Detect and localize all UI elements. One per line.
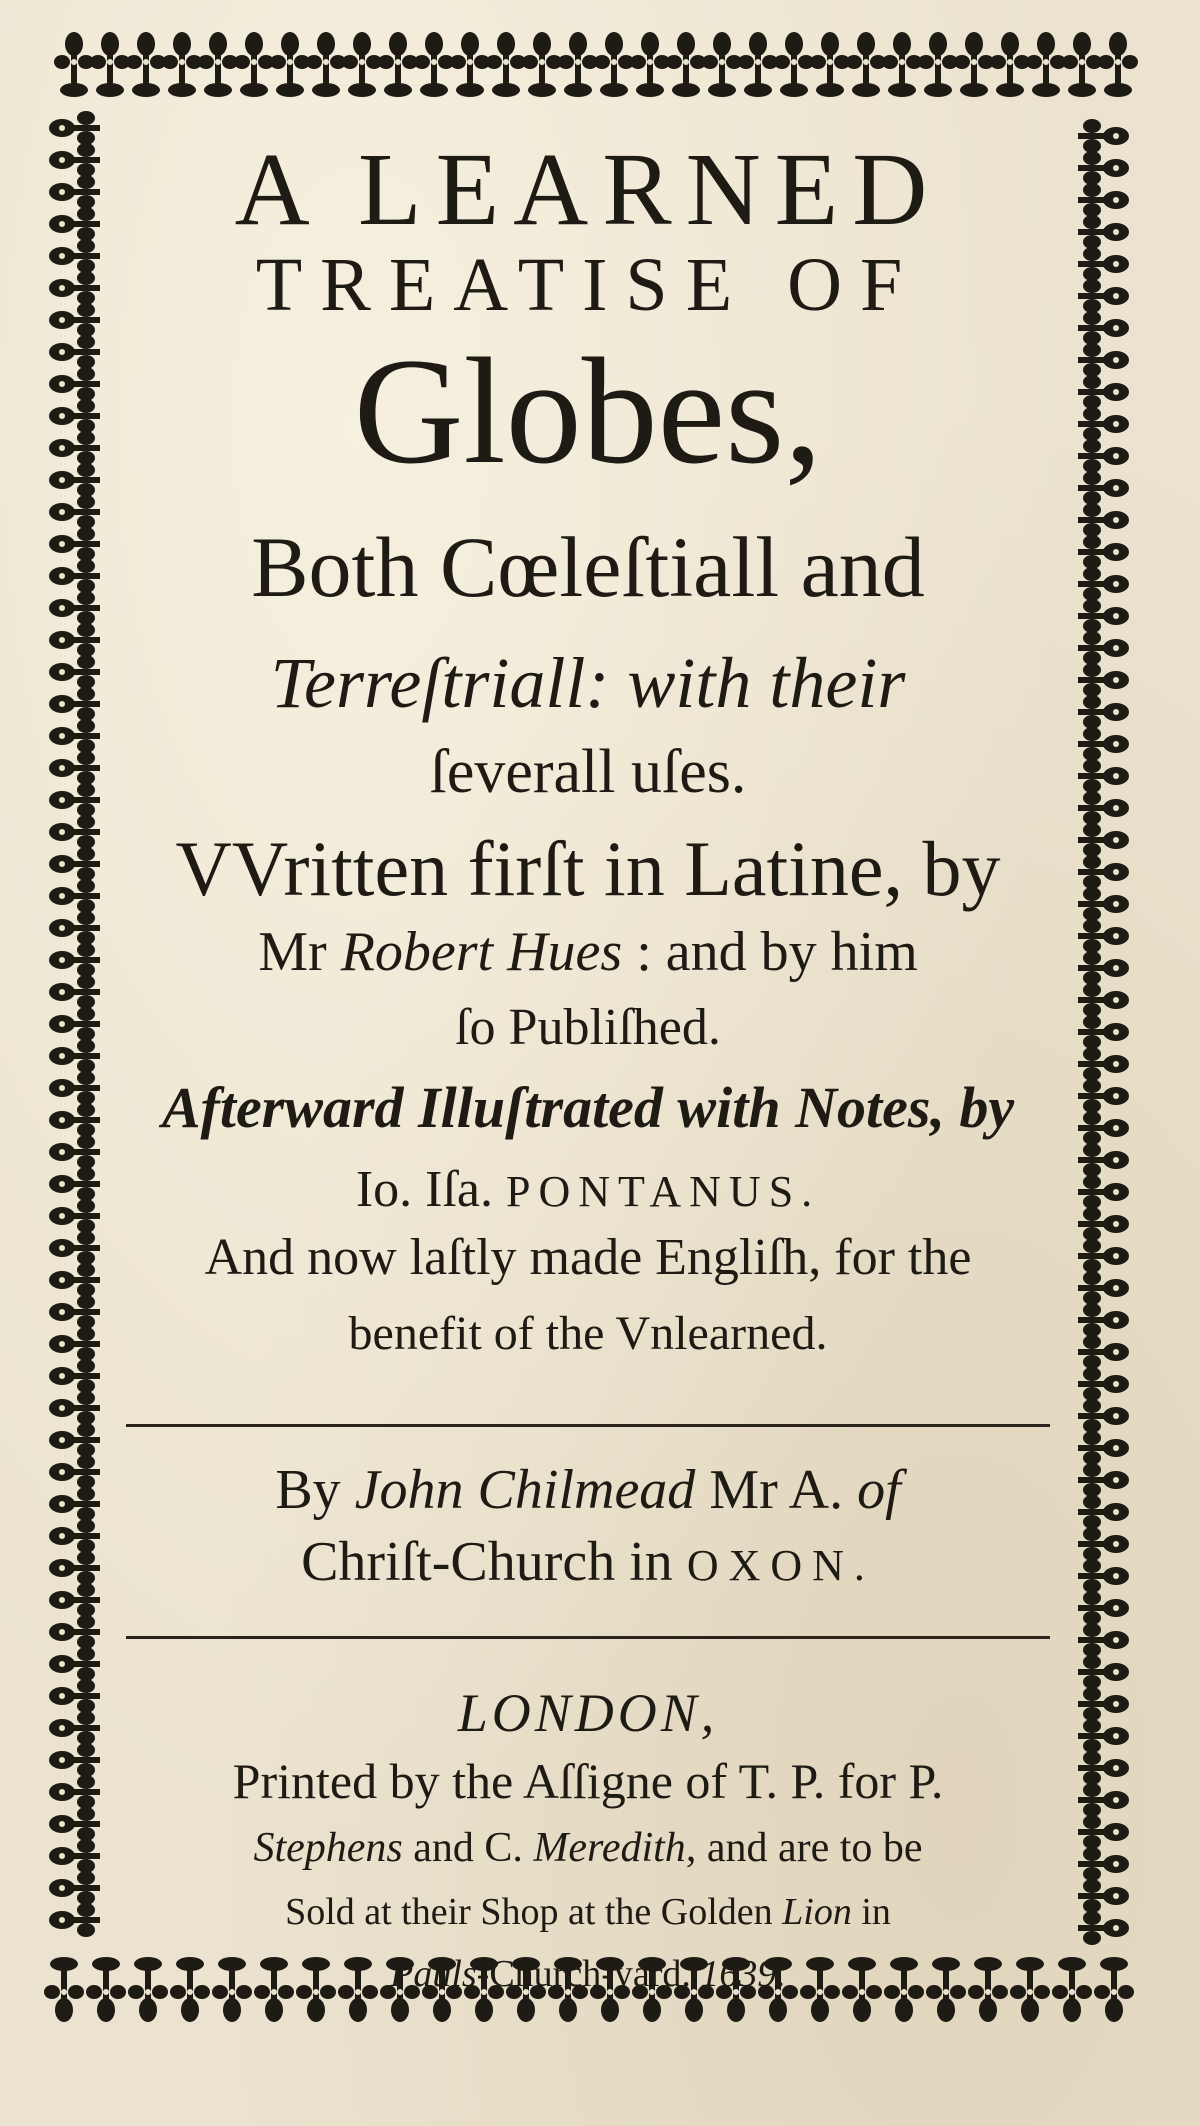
fleuron-ornament xyxy=(49,1647,100,1681)
title-line-terrestriall: Terreſtriall: with their xyxy=(270,643,906,723)
ornamental-border-left xyxy=(38,110,116,1950)
fleuron-ornament xyxy=(49,527,100,561)
fleuron-ornament xyxy=(1078,343,1129,377)
fleuron-ornament xyxy=(49,1551,100,1585)
imprint-line-shop xyxy=(118,1890,1058,1934)
name-robert-hues: Robert Hues xyxy=(340,921,623,983)
imprint-city: LONDON, xyxy=(457,1683,719,1743)
fleuron-ornament xyxy=(1078,1079,1129,1113)
fleuron-ornament xyxy=(49,463,100,497)
fleuron-ornament xyxy=(49,1615,100,1649)
fleuron-ornament xyxy=(49,1903,100,1937)
fleuron-ornament xyxy=(1078,887,1129,921)
fleuron-ornament xyxy=(49,975,100,1009)
author-line xyxy=(118,1458,1058,1522)
fleuron-ornament xyxy=(49,719,100,753)
author-by: By xyxy=(275,1459,341,1521)
fleuron-ornament xyxy=(49,1455,100,1489)
fleuron-ornament xyxy=(1078,1047,1129,1081)
fleuron-column-left xyxy=(38,110,116,1950)
author-college-line xyxy=(118,1530,1058,1594)
fleuron-ornament xyxy=(1078,247,1129,281)
fleuron-ornament xyxy=(49,623,100,657)
fleuron-ornament xyxy=(49,1423,100,1457)
fleuron-ornament xyxy=(1078,375,1129,409)
imprint-line-printed: Printed by the Aſſigne of T. P. for P. xyxy=(232,1753,944,1809)
fleuron-ornament xyxy=(49,495,100,529)
fleuron-ornament xyxy=(1078,663,1129,697)
fleuron-ornament xyxy=(1078,567,1129,601)
title-line-unlearned: benefit of the Vnlearned. xyxy=(348,1307,828,1360)
title-text-block xyxy=(118,112,1058,1995)
fleuron-ornament xyxy=(1078,1527,1129,1561)
fleuron-ornament xyxy=(1078,439,1129,473)
fleuron-ornament xyxy=(49,655,100,689)
fleuron-ornament xyxy=(1078,759,1129,793)
fleuron-ornament xyxy=(49,1871,100,1905)
fleuron-ornament xyxy=(1078,823,1129,857)
fleuron-ornament xyxy=(1078,1463,1129,1497)
imprint-line-churchyard xyxy=(118,1952,1058,1996)
honorific-mr: Mr xyxy=(258,921,327,983)
fleuron-ornament xyxy=(49,1039,100,1073)
fleuron-ornament xyxy=(1078,919,1129,953)
sold-at-shop: Sold at their Shop at the Golden xyxy=(285,1891,773,1933)
fleuron-ornament xyxy=(49,687,100,721)
fleuron-ornament xyxy=(1078,1751,1129,1785)
fleuron-ornament xyxy=(49,175,100,209)
io-isa: Io. Iſa. xyxy=(355,1161,493,1218)
fleuron-ornament xyxy=(1078,1303,1129,1337)
fleuron-ornament xyxy=(49,143,100,177)
fleuron-ornament xyxy=(49,847,100,881)
fleuron-ornament xyxy=(1078,1367,1129,1401)
fleuron-ornament xyxy=(1078,1271,1129,1305)
title-line-so-published: ſo Publiſhed. xyxy=(455,999,721,1056)
fleuron-ornament xyxy=(49,1743,100,1777)
publisher-meredith: Meredith xyxy=(533,1825,686,1871)
fleuron-ornament xyxy=(49,1071,100,1105)
fleuron-ornament xyxy=(49,1007,100,1041)
and-by-him: : and by him xyxy=(636,921,918,983)
are-to-be: , and are to be xyxy=(685,1825,923,1871)
fleuron-ornament xyxy=(1078,1591,1129,1625)
horizontal-rule-lower xyxy=(126,1636,1050,1639)
fleuron-ornament xyxy=(49,431,100,465)
author-degree: Mr A. xyxy=(709,1459,844,1521)
title-line-pontanus xyxy=(118,1160,1058,1219)
fleuron-ornament xyxy=(49,911,100,945)
title-line-robert-hues xyxy=(118,920,1058,984)
fleuron-ornament xyxy=(49,1231,100,1265)
fleuron-ornament xyxy=(1078,1623,1129,1657)
fleuron-ornament xyxy=(1078,1911,1129,1945)
pauls: Pauls xyxy=(390,1953,477,1995)
fleuron-ornament xyxy=(1078,1559,1129,1593)
title-line-a-learned: A LEARNED xyxy=(234,132,942,247)
fleuron-ornament xyxy=(1078,1111,1129,1145)
author-of: of xyxy=(857,1459,901,1521)
fleuron-ornament xyxy=(1078,727,1129,761)
title-line-afterward-illustrated: Afterward Illuſtrated with Notes, by xyxy=(161,1075,1015,1140)
author-college: Chriſt-Church in xyxy=(301,1531,673,1593)
fleuron-ornament xyxy=(1078,1655,1129,1689)
title-line-made-english: And now laſtly made Engliſh, for the xyxy=(204,1229,972,1286)
fleuron-ornament xyxy=(1078,1719,1129,1753)
fleuron-ornament xyxy=(49,1327,100,1361)
fleuron-ornament xyxy=(49,879,100,913)
fleuron-ornament xyxy=(1078,951,1129,985)
fleuron-ornament xyxy=(1078,1015,1129,1049)
fleuron-ornament xyxy=(1078,855,1129,889)
fleuron-ornament xyxy=(49,1839,100,1873)
pontanus: PONTANUS. xyxy=(506,1167,821,1216)
publisher-stephens: Stephens xyxy=(253,1825,403,1871)
fleuron-ornament xyxy=(49,1519,100,1553)
fleuron-ornament xyxy=(1078,503,1129,537)
fleuron-ornament xyxy=(49,1135,100,1169)
fleuron-ornament xyxy=(49,207,100,241)
fleuron-ornament xyxy=(1078,1239,1129,1273)
fleuron-ornament xyxy=(1078,1431,1129,1465)
ornamental-border-top xyxy=(50,20,1142,112)
fleuron-ornament xyxy=(49,1711,100,1745)
fleuron-ornament xyxy=(1078,311,1129,345)
fleuron-ornament xyxy=(49,1487,100,1521)
fleuron-ornament xyxy=(49,1167,100,1201)
author-place: OXON. xyxy=(686,1541,875,1590)
fleuron-ornament xyxy=(1078,471,1129,505)
fleuron-ornament xyxy=(1078,407,1129,441)
fleuron-ornament xyxy=(1078,535,1129,569)
fleuron-row-top xyxy=(50,20,1142,112)
fleuron-ornament xyxy=(49,271,100,305)
fleuron-ornament xyxy=(1078,1847,1129,1881)
fleuron-ornament xyxy=(49,559,100,593)
in-word: in xyxy=(861,1891,891,1933)
fleuron-ornament xyxy=(1078,631,1129,665)
fleuron-ornament xyxy=(49,367,100,401)
title-line-both-coelestiall: Both Cœleſtiall and xyxy=(251,519,925,615)
title-line-severall-uses: ſeverall uſes. xyxy=(429,738,747,806)
title-line-written-first: VVritten firſt in Latine, by xyxy=(175,825,1001,912)
fleuron-ornament xyxy=(1078,151,1129,185)
fleuron-ornament xyxy=(49,783,100,817)
fleuron-ornament xyxy=(1078,1143,1129,1177)
fleuron-ornament xyxy=(1078,1335,1129,1369)
fleuron-ornament xyxy=(1078,1207,1129,1241)
and-c: and C. xyxy=(413,1825,523,1871)
fleuron-ornament xyxy=(49,111,100,145)
title-line-treatise-of: TREATISE OF xyxy=(255,243,921,327)
fleuron-ornament xyxy=(1078,1495,1129,1529)
fleuron-ornament xyxy=(49,1775,100,1809)
fleuron-ornament xyxy=(1078,279,1129,313)
fleuron-ornament xyxy=(1078,1815,1129,1849)
fleuron-ornament xyxy=(1078,791,1129,825)
title-line-globes: Globes, xyxy=(353,327,823,495)
fleuron-ornament xyxy=(1078,1175,1129,1209)
fleuron-ornament xyxy=(49,239,100,273)
fleuron-ornament xyxy=(49,1263,100,1297)
author-name: John Chilmead xyxy=(354,1459,696,1521)
fleuron-ornament xyxy=(1078,183,1129,217)
fleuron-ornament xyxy=(49,591,100,625)
fleuron-ornament xyxy=(49,303,100,337)
horizontal-rule-upper xyxy=(126,1424,1050,1427)
fleuron-ornament xyxy=(49,1359,100,1393)
fleuron-ornament xyxy=(1078,1783,1129,1817)
fleuron-ornament xyxy=(49,815,100,849)
church-yard: -Church-yard. xyxy=(476,1953,691,1995)
fleuron-ornament xyxy=(1078,695,1129,729)
fleuron-ornament xyxy=(1078,1399,1129,1433)
imprint-year: 1639. xyxy=(700,1953,786,1995)
fleuron-ornament xyxy=(49,335,100,369)
fleuron-ornament xyxy=(49,1391,100,1425)
fleuron-ornament xyxy=(1078,1687,1129,1721)
fleuron-ornament xyxy=(49,1295,100,1329)
ornamental-border-right xyxy=(1062,118,1140,1950)
fleuron-ornament xyxy=(1078,599,1129,633)
fleuron-ornament xyxy=(49,1807,100,1841)
fleuron-ornament xyxy=(1078,1879,1129,1913)
fleuron-ornament xyxy=(49,943,100,977)
fleuron-ornament xyxy=(1078,215,1129,249)
fleuron-column-right xyxy=(1062,118,1140,1950)
sign-lion: Lion xyxy=(782,1891,852,1933)
imprint-line-publishers xyxy=(118,1824,1058,1872)
fleuron-ornament xyxy=(49,1199,100,1233)
fleuron-ornament xyxy=(1078,983,1129,1017)
fleuron-ornament xyxy=(1078,119,1129,153)
fleuron-ornament xyxy=(49,399,100,433)
fleuron-ornament xyxy=(49,1103,100,1137)
fleuron-ornament xyxy=(49,1583,100,1617)
fleuron-ornament xyxy=(49,751,100,785)
fleuron-ornament xyxy=(49,1679,100,1713)
